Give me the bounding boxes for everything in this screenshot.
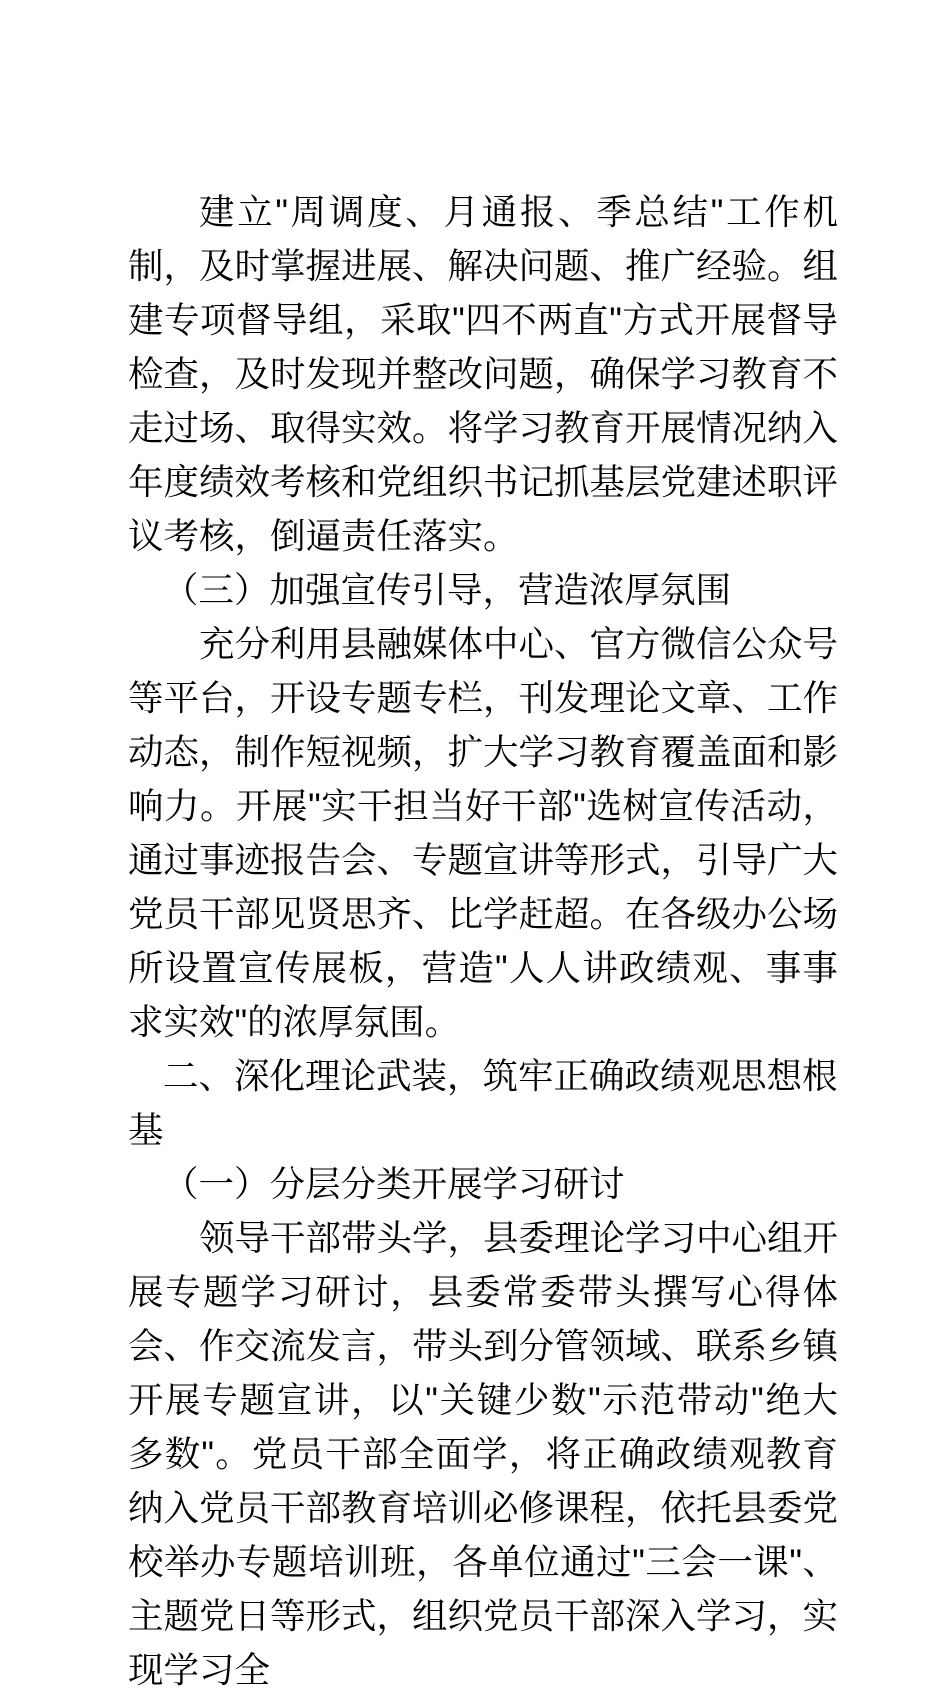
heading-section-2: 二、深化理论武装，筑牢正确政绩观思想根基: [128, 1056, 838, 1150]
paragraph-tiered-study: 领导干部带头学，县委理论学习中心组开展专题学习研讨，县委常委带头撰写心得体会、作交流发言，带头到分管领域、联系乡镇开展专题宣讲，以"关键少数"示范带动"绝大多数"。党员干部全面学，将正确政绩观教育纳入党员干部教育培训必修课程，依托县委党校举办专题培训班，各单位通过"三会一课"、主题党日等形式，组织党员干部深入学习，实现学习全: [128, 1218, 839, 1690]
paragraph-publicity-guidance: 充分利用县融媒体中心、官方微信公众号等平台，开设专题专栏，刊发理论文章、工作动态，制作短视频，扩大学习教育覆盖面和影响力。开展"实干担当好干部"选树宣传活动，通过事迹报告会、专题宣讲等形式，引导广大党员干部见贤思齐、比学赶超。在各级办公场所设置宣传展板，营造"人人讲政绩观、事事求实效"的浓厚氛围。: [128, 624, 839, 1042]
heading-section-2-1: （一）分层分类开展学习研讨: [163, 1164, 625, 1204]
paragraph-work-mechanism: 建立"周调度、月通报、季总结"工作机制，及时掌握进展、解决问题、推广经验。组建专项督导组，采取"四不两直"方式开展督导检查，及时发现并整改问题，确保学习教育不走过场、取得实效。将学习教育开展情况纳入年度绩效考核和党组织书记抓基层党建述职评议考核，倒逼责任落实。: [128, 192, 839, 556]
document-body: [128, 185, 838, 1697]
heading-section-1-3: （三）加强宣传引导，营造浓厚氛围: [163, 570, 732, 610]
